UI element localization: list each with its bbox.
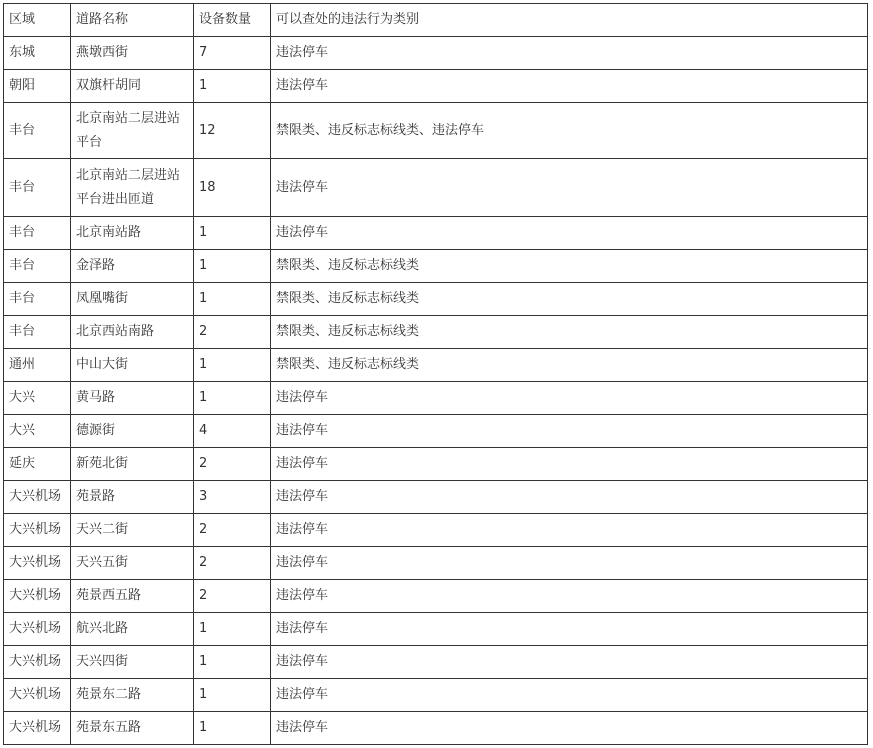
road-name-cell: 天兴二街 — [71, 514, 194, 547]
road-name-cell: 北京南站二层进站平台 — [71, 103, 194, 159]
road-name-cell: 双旗杆胡同 — [71, 70, 194, 103]
district-cell: 大兴机场 — [4, 613, 71, 646]
district-cell: 丰台 — [4, 103, 71, 159]
table-row — [4, 547, 868, 580]
violation-category-cell: 禁限类、违反标志标线类 — [271, 349, 868, 382]
device-count-cell: 1 — [194, 646, 271, 679]
table-row — [4, 37, 868, 70]
device-count-cell: 1 — [194, 349, 271, 382]
road-name-cell: 燕墩西街 — [71, 37, 194, 70]
header-district: 区域 — [4, 4, 71, 37]
road-name-cell: 天兴五街 — [71, 547, 194, 580]
road-name-cell: 航兴北路 — [71, 613, 194, 646]
device-count-cell: 2 — [194, 316, 271, 349]
road-name-cell: 德源街 — [71, 415, 194, 448]
district-cell: 大兴 — [4, 415, 71, 448]
violation-category-cell: 违法停车 — [271, 37, 868, 70]
road-name-cell: 北京南站路 — [71, 217, 194, 250]
district-cell: 大兴 — [4, 382, 71, 415]
device-count-cell: 1 — [194, 250, 271, 283]
device-count-cell: 2 — [194, 580, 271, 613]
road-name-cell: 苑景路 — [71, 481, 194, 514]
table-row — [4, 283, 868, 316]
district-cell: 丰台 — [4, 250, 71, 283]
header-device-count: 设备数量 — [194, 4, 271, 37]
violation-category-cell: 禁限类、违反标志标线类、违法停车 — [271, 103, 868, 159]
road-name-cell: 北京南站二层进站平台进出匝道 — [71, 159, 194, 217]
district-cell: 大兴机场 — [4, 481, 71, 514]
district-cell: 大兴机场 — [4, 679, 71, 712]
district-cell: 通州 — [4, 349, 71, 382]
road-name-cell: 新苑北街 — [71, 448, 194, 481]
district-cell: 延庆 — [4, 448, 71, 481]
table-row — [4, 448, 868, 481]
device-count-cell: 1 — [194, 283, 271, 316]
device-count-cell: 12 — [194, 103, 271, 159]
table-row — [4, 70, 868, 103]
road-name-cell: 黄马路 — [71, 382, 194, 415]
violation-category-cell: 违法停车 — [271, 514, 868, 547]
violation-category-cell: 违法停车 — [271, 159, 868, 217]
device-count-cell: 1 — [194, 679, 271, 712]
violation-category-cell: 违法停车 — [271, 646, 868, 679]
district-cell: 东城 — [4, 37, 71, 70]
table-row — [4, 613, 868, 646]
device-count-cell: 4 — [194, 415, 271, 448]
table-row — [4, 481, 868, 514]
device-count-cell: 2 — [194, 448, 271, 481]
table-header-row — [4, 4, 868, 37]
table-row — [4, 646, 868, 679]
district-cell: 朝阳 — [4, 70, 71, 103]
road-name-cell: 北京西站南路 — [71, 316, 194, 349]
road-name-cell: 金泽路 — [71, 250, 194, 283]
device-count-cell: 1 — [194, 382, 271, 415]
road-name-cell: 苑景东五路 — [71, 712, 194, 745]
table-row — [4, 159, 868, 217]
header-violation-category: 可以查处的违法行为类别 — [271, 4, 868, 37]
violation-category-cell: 禁限类、违反标志标线类 — [271, 250, 868, 283]
violation-category-cell: 禁限类、违反标志标线类 — [271, 283, 868, 316]
district-cell: 丰台 — [4, 159, 71, 217]
violation-category-cell: 违法停车 — [271, 70, 868, 103]
device-count-cell: 2 — [194, 547, 271, 580]
device-count-cell: 1 — [194, 217, 271, 250]
table-row — [4, 250, 868, 283]
table-row — [4, 712, 868, 745]
violation-category-cell: 违法停车 — [271, 217, 868, 250]
district-cell: 丰台 — [4, 283, 71, 316]
table-row — [4, 316, 868, 349]
violation-category-cell: 违法停车 — [271, 481, 868, 514]
violation-category-cell: 违法停车 — [271, 679, 868, 712]
district-cell: 丰台 — [4, 316, 71, 349]
road-name-cell: 中山大街 — [71, 349, 194, 382]
header-road-name: 道路名称 — [71, 4, 194, 37]
device-count-cell: 1 — [194, 712, 271, 745]
table-row — [4, 415, 868, 448]
device-count-cell: 7 — [194, 37, 271, 70]
device-count-cell: 18 — [194, 159, 271, 217]
violation-category-cell: 违法停车 — [271, 448, 868, 481]
road-name-cell: 天兴四街 — [71, 646, 194, 679]
district-cell: 大兴机场 — [4, 547, 71, 580]
road-name-cell: 凤凰嘴街 — [71, 283, 194, 316]
district-cell: 丰台 — [4, 217, 71, 250]
district-cell: 大兴机场 — [4, 712, 71, 745]
violation-category-cell: 违法停车 — [271, 712, 868, 745]
table-row — [4, 580, 868, 613]
violation-category-cell: 违法停车 — [271, 382, 868, 415]
violation-category-cell: 违法停车 — [271, 613, 868, 646]
district-cell: 大兴机场 — [4, 580, 71, 613]
road-name-cell: 苑景东二路 — [71, 679, 194, 712]
table-row — [4, 349, 868, 382]
violation-category-cell: 禁限类、违反标志标线类 — [271, 316, 868, 349]
district-cell: 大兴机场 — [4, 646, 71, 679]
device-count-cell: 1 — [194, 70, 271, 103]
district-cell: 大兴机场 — [4, 514, 71, 547]
table-row — [4, 217, 868, 250]
violation-category-cell: 违法停车 — [271, 547, 868, 580]
violation-category-cell: 违法停车 — [271, 580, 868, 613]
table-row — [4, 679, 868, 712]
table-row — [4, 382, 868, 415]
violation-category-cell: 违法停车 — [271, 415, 868, 448]
device-count-cell: 2 — [194, 514, 271, 547]
road-name-cell: 苑景西五路 — [71, 580, 194, 613]
device-count-cell: 1 — [194, 613, 271, 646]
device-count-cell: 3 — [194, 481, 271, 514]
table-row — [4, 514, 868, 547]
table-row — [4, 103, 868, 159]
enforcement-device-table — [3, 3, 868, 745]
